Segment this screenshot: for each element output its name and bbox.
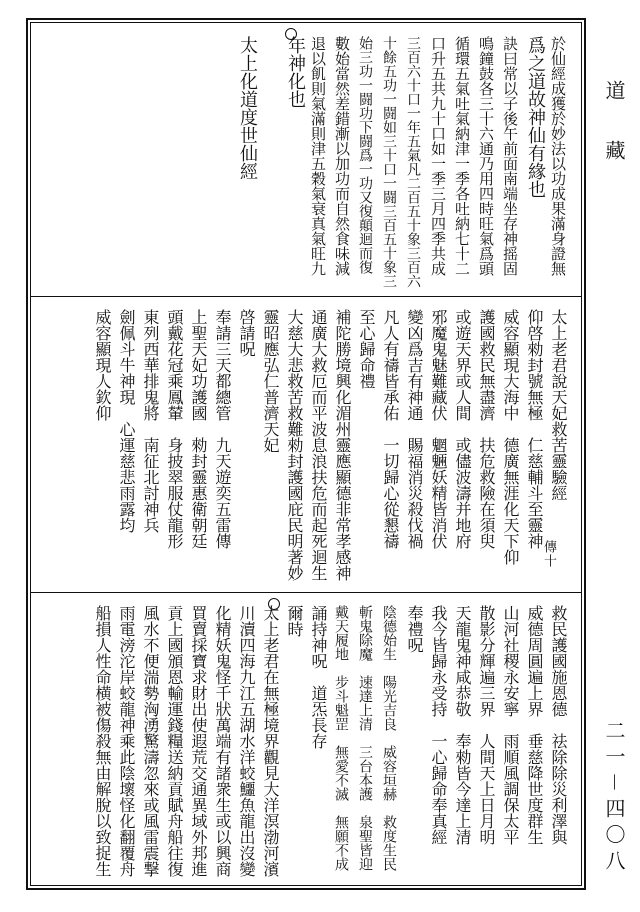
text-column: 年神化也 xyxy=(285,36,306,108)
text-column: 凡人有禱皆承佑 一切歸心從懇禱 xyxy=(381,309,400,549)
text-column: 至心歸命禮 xyxy=(357,309,376,389)
text-column: 邪魔鬼魅難藏伏 魍魎妖精皆消伏 xyxy=(429,309,448,549)
text-column: 風水不便湍勢洶湧驚濤忽來或風雷震撃 xyxy=(141,605,160,877)
text-column: 靈昭應弘仁普濟天妃 xyxy=(261,309,280,453)
margin-title-right: 藏 xyxy=(602,140,626,166)
text-column: 爾時 xyxy=(285,605,304,637)
text-column: 貢上國頒恩輸運錢糧送納貢賦舟船往復 xyxy=(165,605,184,877)
text-column: 或遊天界或人間 或儘波濤并地府 xyxy=(453,309,472,549)
text-column: 始三功一闘功下闘爲一功又復顛迴而復 xyxy=(357,36,373,274)
text-column: 化精妖鬼怪千狀萬端有諸衆生或以興商 xyxy=(213,605,232,877)
text-column: 太上老君說天妃救苦靈驗經 xyxy=(549,309,568,501)
text-column: 鳴鐘鼓各三十六通乃用四時旺氣爲頭 xyxy=(477,36,495,276)
text-column: 大慈大悲救苦救難勑封護國庇民明著妙 xyxy=(285,309,304,581)
text-panel-3 xyxy=(30,593,582,886)
text-column: 救民護國施恩德 祛除除災利澤與 xyxy=(549,605,568,845)
text-column: 於仙經成獲於妙法以功成果滿身證無 xyxy=(549,36,567,276)
text-column: 護國救民無盡濟 扶危救險在須臾 xyxy=(477,309,496,549)
text-column: 十餘五功一闘如三十口一闘三百五十象三 xyxy=(381,36,397,288)
text-column: 循環五氣吐氣納津一季各吐納七十二 xyxy=(453,36,471,276)
text-column: 上聖天妃功護國 勑封靈惠衛朝廷 xyxy=(189,309,208,549)
text-column: 威德周圓遍上界 垂慈降世度群生 xyxy=(525,605,544,845)
text-column: 奉禮呪 xyxy=(405,605,424,653)
margin-title-left: 道 xyxy=(602,80,626,106)
text-column: 威容顯現人欽仰 xyxy=(93,309,112,421)
text-column: 訣曰常以子後午前面南端坐存神摇固 xyxy=(501,36,519,276)
text-column: 戴天履地 步斗魁罡 無愛不滅 無願不成 xyxy=(333,605,349,871)
text-column: 天龍鬼神咸恭敬 奉勑皆今達上清 xyxy=(453,605,472,845)
text-column: 船損人性命横被傷殺無由解脫以致捉生 xyxy=(93,605,112,877)
text-column: 頭戴花冠乘鳳輦 身披翠服仗龍形 xyxy=(165,309,184,549)
text-column: 陰德始生 陽光吉良 威容垣赫 救度生民 xyxy=(381,605,397,871)
text-column: 山河社稷永安寧 雨順風調保太平 xyxy=(501,605,520,845)
text-column: 啓請呪 xyxy=(237,309,256,357)
text-panel-1 xyxy=(30,22,582,296)
text-column: 東列西華排鬼將 南征北討神兵 xyxy=(141,309,160,533)
text-column: 斬鬼除魔 速達上清 三台本護 泉聖皆迎 xyxy=(357,605,373,871)
text-column: 買賣採寶求財出使遐荒交通異域外邦進 xyxy=(189,605,208,877)
text-column: 太上老君在無極境界觀見大洋溟渤河濱 xyxy=(261,605,280,877)
text-column: 劍佩斗牛神現 心運慈悲雨露均 xyxy=(117,309,136,533)
text-column: 補陀勝境興化湄州靈應顯德非常孝感神 xyxy=(333,309,352,581)
page-number: 二一－四〇八 xyxy=(602,720,626,876)
text-column: 太上化道度世仙經 xyxy=(237,36,258,180)
text-column: 我今皆歸永受持 一心歸命奉真經 xyxy=(429,605,448,845)
text-column: 通廣大救厄而平波息浪扶危而起死迴生 xyxy=(309,309,328,581)
text-column: 奉請三天都總管 九天遊奕五雷傳 xyxy=(213,309,232,549)
text-column: 仰啓勑封號無極 仁慈輔斗至靈神 xyxy=(525,309,544,549)
text-column: 口升五共九十口如一季三月四季共成 xyxy=(429,36,447,276)
fold-note: 傳十 xyxy=(541,540,556,568)
text-column: 散影分輝遍三界 人間天上日月明 xyxy=(477,605,496,845)
text-column: 誦持神呪 道炁長存 xyxy=(309,605,328,749)
text-panel-2 xyxy=(30,297,582,592)
text-column: 變凶爲吉有神通 賜福消災殺伐禍 xyxy=(405,309,424,549)
text-column: 威容顯現大海中 德廣無涯化天下仰 xyxy=(501,309,520,565)
text-column: 川瀆四海九江五湖水洋蛟鱷魚龍出沒變 xyxy=(237,605,256,877)
text-column: 退以飢則氣滿則津五穀氣衰真氣旺九 xyxy=(309,36,327,276)
text-column: 數始當然差錯漸以加功而自然食味減 xyxy=(333,36,351,276)
text-column: 三百六十口一年五氣凡二百五十象三百六 xyxy=(405,36,421,288)
text-column: 爲之道故神仙有緣也 xyxy=(525,36,546,198)
text-column: 雨電滂沱岸蛟龍神乘此陰壞怪化翻覆舟 xyxy=(117,605,136,877)
